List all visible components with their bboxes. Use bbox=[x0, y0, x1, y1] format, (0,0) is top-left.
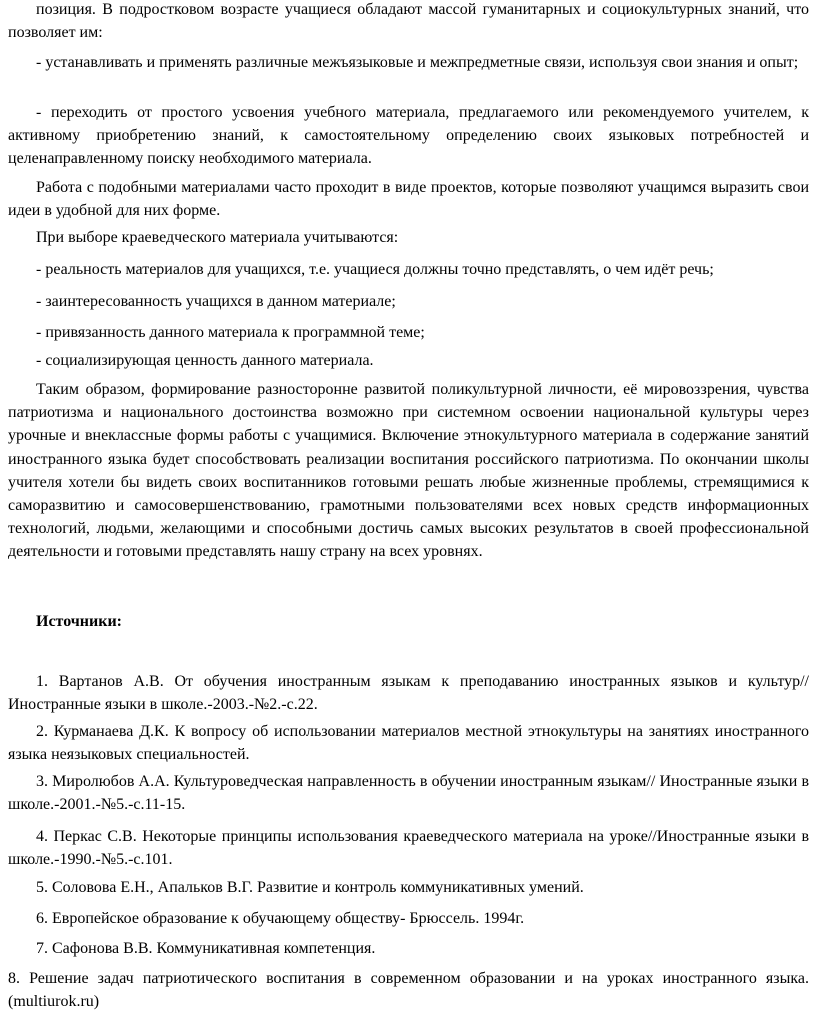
criteria-item-value: - социализирующая ценность данного материала. bbox=[36, 352, 374, 369]
criteria-item-reality: - реальность материалов для учащихся, т.е. учащиеся должны точно представлять, о чем идёт речь; bbox=[36, 261, 714, 278]
source-item-7: 7. Сафонова В.В. Коммуникативная компетенция. bbox=[36, 940, 376, 957]
source-item-6: 6. Европейское образование к обучающему обществу- Брюссель. 1994г. bbox=[36, 910, 525, 927]
source-item-4: 4. Перкас С.В. Некоторые принципы использования краеведческого материала на уроке//Иностранные языки в школе.-1990.-№5.-с.101. bbox=[8, 828, 809, 869]
source-item-1: 1. Вартанов А.В. От обучения иностранным языкам к преподаванию иностранных языков и культур//Иностранные языки в школе.-2003.-№2.-с.22. bbox=[8, 673, 809, 714]
paragraph-criteria-intro: При выборе краеведческого материала учитываются: bbox=[36, 229, 399, 246]
paragraph-projects: Работа с подобными материалами часто проходит в виде проектов, которые позволяют учащимся выразить свои идеи в удобной для них форме. bbox=[8, 179, 809, 220]
paragraph-intro: позиция. В подростковом возрасте учащиеся обладают массой гуманитарных и социокультурных знаний, что позволяет им: bbox=[8, 1, 809, 42]
source-item-8: 8. Решение задач патриотического воспитания в современном образовании и на уроках иностранного языка. (multiurok.ru) bbox=[8, 970, 809, 1011]
paragraph-list-item-2: - переходить от простого усвоения учебного материала, предлагаемого или рекомендуемого учителем, к активному приобретению знаний, к самостоятельному определению своих языковых потребностей и целенаправленному поиску необходимого материала. bbox=[8, 104, 809, 168]
paragraph-list-item-1: - устанавливать и применять различные межъязыковые и межпредметные связи, используя свои знания и опыт; bbox=[36, 54, 799, 71]
sources-heading: Источники: bbox=[36, 613, 123, 630]
criteria-item-interest: - заинтересованность учащихся в данном материале; bbox=[36, 293, 396, 310]
source-item-5: 5. Соловова Е.Н., Апальков В.Г. Развитие и контроль коммуникативных умений. bbox=[36, 879, 584, 896]
criteria-item-topic: - привязанность данного материала к программной теме; bbox=[36, 324, 425, 341]
source-item-3: 3. Миролюбов А.А. Культуроведческая направленность в обучении иностранным языкам// Иностранные языки в школе.-2001.-№5.-с.11-15. bbox=[8, 773, 809, 814]
source-item-2: 2. Курманаева Д.К. К вопросу об использовании материалов местной этнокультуры на занятиях иностранного языка неязыковых специальностей. bbox=[8, 723, 809, 764]
paragraph-conclusion: Таким образом, формирование разносторонне развитой поликультурной личности, её мировоззрения, чувства патриотизма и национального достоинства возможно при системном освоении национальной культуры через урочные и внеклассные формы работы с учащимися. Включение этнокультурного материала в содержание занятий иностранного языка будет способствовать реализации воспитания российского патриотизма. По окончании школы учителя хотели бы видеть своих воспитанников готовыми решать любые жизненные проблемы, стремящимися к саморазвитию и самосовершенствованию, грамотными пользователями всех новых средств информационных технологий, людьми, желающими и способными достичь самых высоких результатов в своей профессиональной деятельности и готовыми представлять нашу страну на всех уровнях. bbox=[8, 381, 809, 561]
